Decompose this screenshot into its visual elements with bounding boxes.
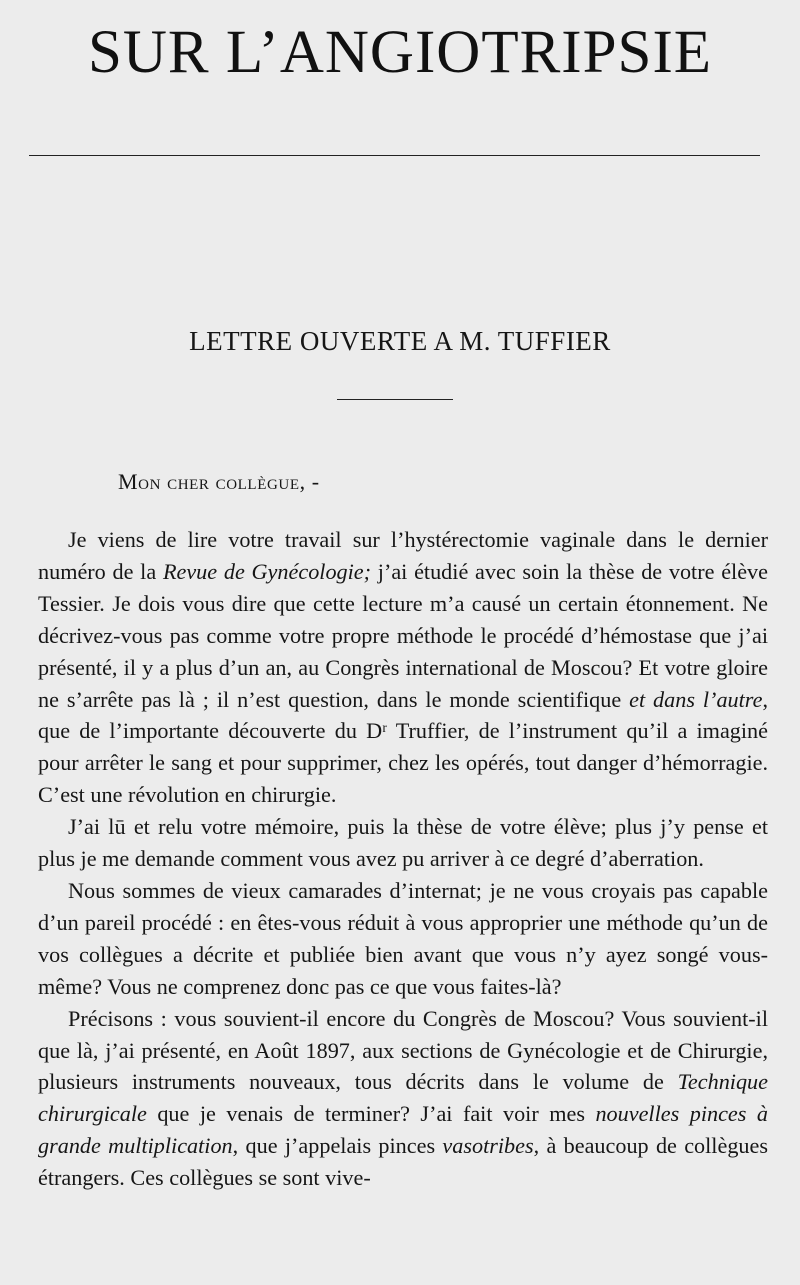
document-title: SUR L’ANGIOTRIPSIE	[87, 19, 713, 86]
text-run: Je viens de lire votre travail sur l’hystérectomie vaginale dans le dernier numéro de la	[38, 527, 768, 584]
text-run: , à beaucoup de collègues étrangers. Ces collègues se sont vive-	[38, 1133, 768, 1191]
text-run: Précisons : vous souvient-il encore du Congrès de Moscou? Vous souvient-il que là, j’ai présenté, en Août 1897, aux sections de Gynécologie et de Chirurgie, plusieurs instruments nouveaux, tous décrits dans le volume de	[38, 1005, 768, 1095]
body-paragraph	[38, 875, 768, 1003]
text-run: J’ai lū et relu votre mémoire, puis la thèse de votre élève; plus j’y pense et plus je me demande comment vous avez pu arriver à ce degré d’aberration.	[38, 814, 768, 872]
body-paragraph	[38, 811, 768, 875]
body-paragraph	[38, 1003, 768, 1194]
italic-run: nouvelles pinces à grande multiplication	[38, 1101, 768, 1159]
salutation: Mon cher collègue, -	[118, 469, 320, 494]
text-run: , que j’appelais pinces	[232, 1133, 443, 1159]
italic-run: vasotribes	[442, 1133, 534, 1159]
text-run: , que de l’importante découverte du Dʳ Truffier, de l’instrument qu’il a imaginé pour arrêter le sang et pour supprimer, chez les opérés, tout danger d’hémorragie. C’est une révolution en chirurgie.	[38, 686, 769, 808]
body-paragraph	[38, 524, 768, 811]
italic-run: Technique chirurgicale	[38, 1069, 768, 1127]
text-run: j’ai étudié avec soin la thèse de votre élève Tessier. Je dois vous dire que cette lecture m’a causé un certain étonnement. Ne décrivez-vous pas comme votre propre méthode le procédé d’hémostase que j’ai présenté, il y a plus d’un an, au Congrès international de Moscou? Et votre gloire ne s’arrête pas là ; il n’est question, dans le monde scientifique	[38, 558, 768, 712]
heading-rule	[337, 399, 453, 400]
italic-run: Revue de Gynécologie;	[162, 558, 372, 584]
letter-heading: LETTRE OUVERTE A M. TUFFIER	[189, 326, 611, 356]
text-run: Nous sommes de vieux camarades d’internat; je ne vous croyais pas capable d’un pareil procédé : en êtes-vous réduit à vous approprier une méthode qu’un de vos collègues a décrite et publiée bien avant que vous n’y ayez songé vous-même? Vous ne comprenez donc pas ce que vous faites-là?	[38, 877, 768, 999]
letter-body	[38, 524, 768, 1194]
text-run: que je venais de terminer? J’ai fait voir mes	[146, 1101, 596, 1127]
title-rule	[29, 155, 760, 156]
italic-run: et dans l’autre	[629, 686, 763, 712]
